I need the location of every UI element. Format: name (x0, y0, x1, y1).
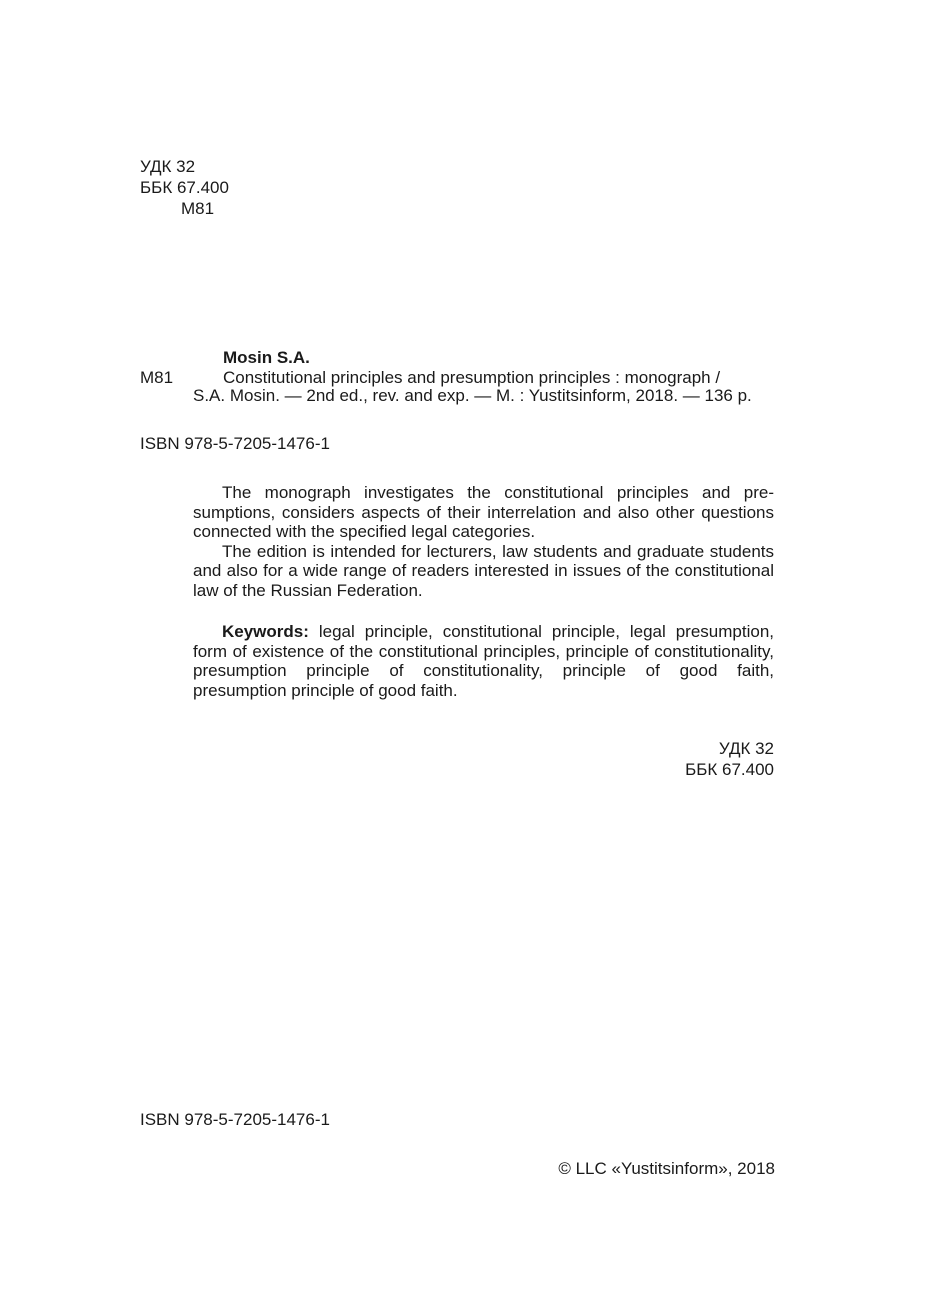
bbk-code-top: ББК 67.400 (140, 178, 229, 197)
keywords-line4: presumption principle of good faith. (193, 680, 458, 700)
udk-code-bottom: УДК 32 (718, 739, 774, 758)
abstract-p2-line2: and also for a wide range of readers interested in issues of the constitutional (193, 561, 774, 581)
copyright: © LLC «Yustitsinform», 2018 (558, 1159, 775, 1178)
title-line-2: S.A. Mosin. — 2nd ed., rev. and exp. — M. : Yustitsinform, 2018. — 136 p. (193, 386, 752, 405)
udk-code-top: УДК 32 (140, 157, 196, 176)
keywords-label: Keywords: (222, 622, 309, 641)
keywords-line3: presumption principle of constitutionality, principle of good faith, (193, 661, 774, 681)
abstract-p1-line2: sumptions, considers aspects of their interrelation and also other questions (193, 502, 774, 522)
author-mark-top: М81 (181, 199, 215, 218)
keywords-line1 (193, 622, 774, 642)
isbn-top: ISBN 978-5-7205-1476-1 (140, 434, 330, 453)
title-line-1: Constitutional principles and presumption principles : monograph / (223, 368, 721, 387)
keywords (193, 622, 774, 700)
abstract-p1-line3: connected with the specified legal categories. (193, 522, 536, 542)
abstract-p2-line1: The edition is intended for lecturers, law students and graduate students (222, 541, 774, 561)
keywords-line1-text: legal principle, constitutional principle, legal presumption, (308, 622, 774, 641)
abstract-p2-line3: law of the Russian Federation. (193, 580, 423, 600)
keywords-line2: form of existence of the constitutional principles, principle of constitutionality, (193, 641, 774, 661)
abstract-p1-line1: The monograph investigates the constitutional principles and pre- (222, 483, 774, 502)
isbn-bottom: ISBN 978-5-7205-1476-1 (140, 1110, 330, 1129)
bbk-code-bottom: ББК 67.400 (685, 760, 774, 779)
author-mark: M81 (140, 368, 174, 387)
author-name: Mosin S.A. (223, 348, 310, 367)
abstract (193, 483, 774, 601)
